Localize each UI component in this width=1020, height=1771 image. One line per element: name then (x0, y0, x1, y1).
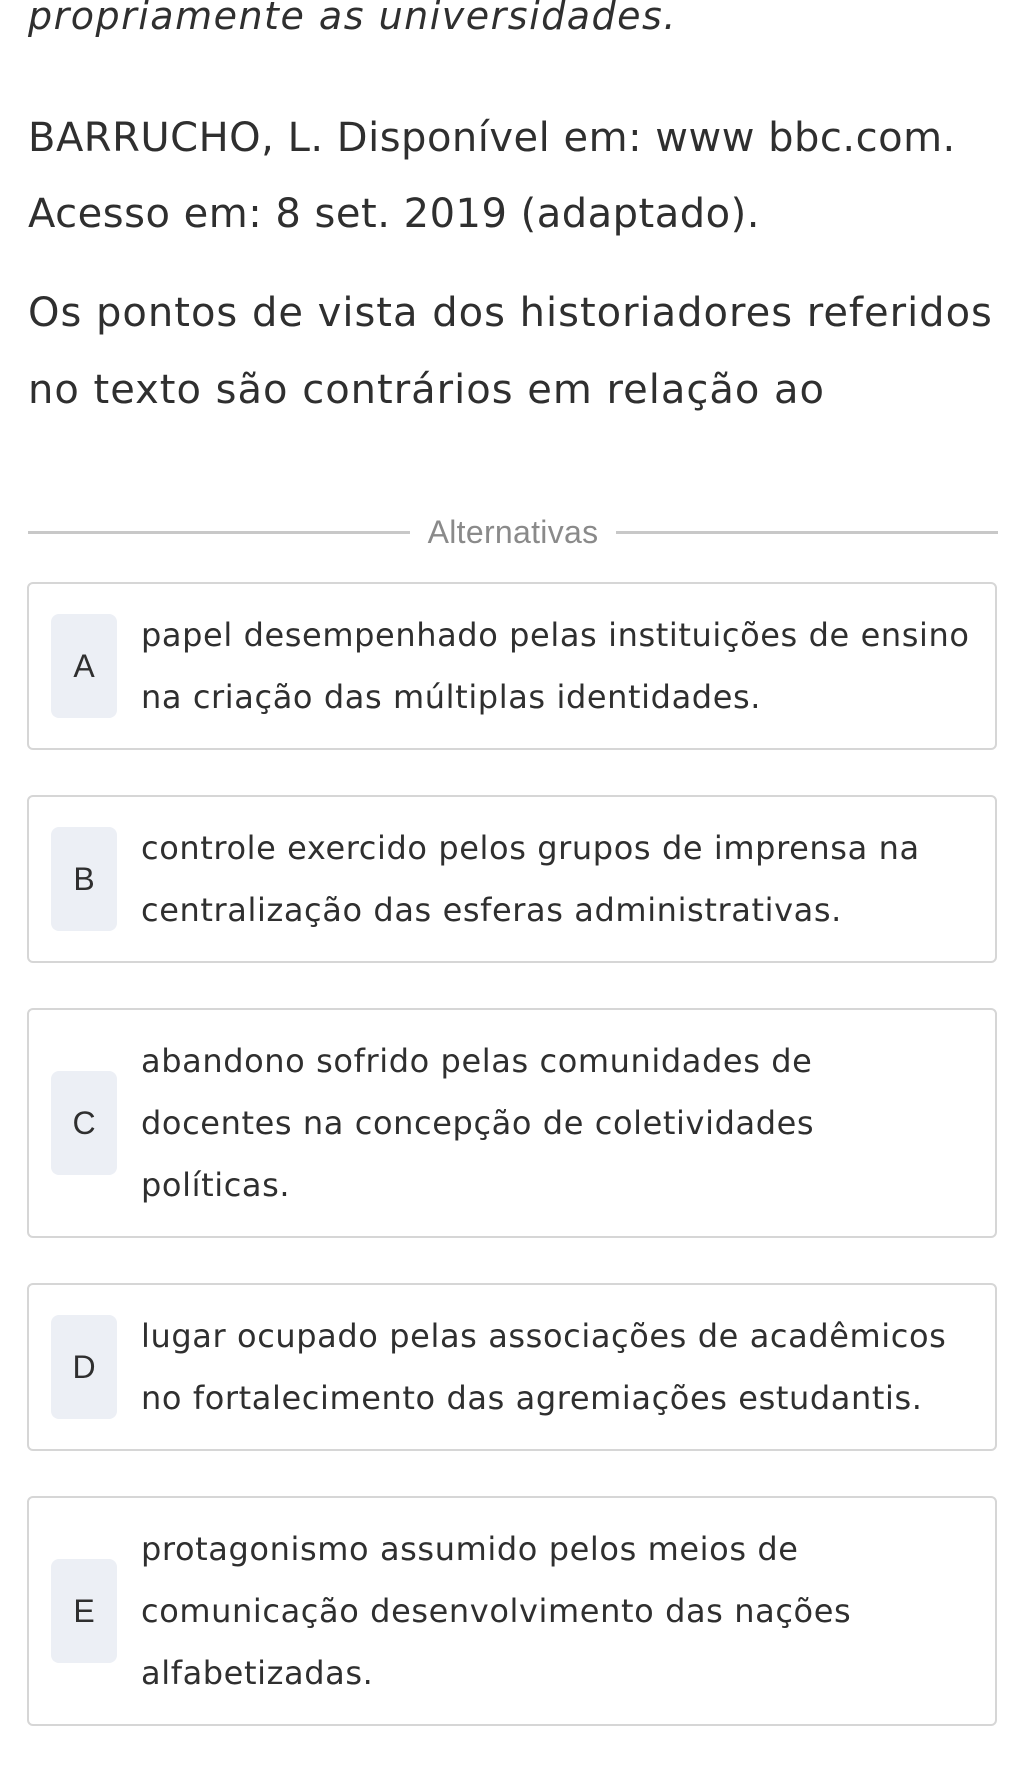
alternatives-list (27, 582, 997, 1771)
passage-end-text: propriamente as universidades. (28, 0, 677, 38)
option-e[interactable] (27, 1496, 997, 1726)
option-text: protagonismo assumido pelos meios de comunicação desenvolvimento das nações alfabetizadas. (141, 1530, 852, 1692)
option-text: lugar ocupado pelas associações de acadêmicos no fortalecimento das agremiações estudantis. (141, 1317, 947, 1417)
option-letter: E (51, 1559, 117, 1663)
alternatives-heading: Alternativas (427, 513, 599, 550)
option-letter: B (51, 827, 117, 931)
option-b[interactable] (27, 795, 997, 963)
option-letter: C (51, 1071, 117, 1175)
option-d[interactable] (27, 1283, 997, 1451)
source-citation: BARRUCHO, L. Disponível em: www bbc.com. Acesso em: 8 set. 2019 (adaptado). (28, 115, 956, 237)
option-text: abandono sofrido pelas comunidades de docentes na concepção de coletividades políticas. (141, 1042, 815, 1204)
option-letter: D (51, 1315, 117, 1419)
divider-line-left (28, 531, 410, 534)
question-statement: Os pontos de vista dos historiadores referidos no texto são contrários em relação ao (28, 290, 993, 413)
option-letter: A (51, 614, 117, 718)
option-a[interactable] (27, 582, 997, 750)
divider-line-right (616, 531, 998, 534)
option-c[interactable] (27, 1008, 997, 1238)
alternatives-divider (28, 510, 998, 554)
option-text: controle exercido pelos grupos de imprensa na centralização das esferas administrativas. (141, 829, 920, 929)
option-text: papel desempenhado pelas instituições de ensino na criação das múltiplas identidades. (141, 616, 970, 716)
